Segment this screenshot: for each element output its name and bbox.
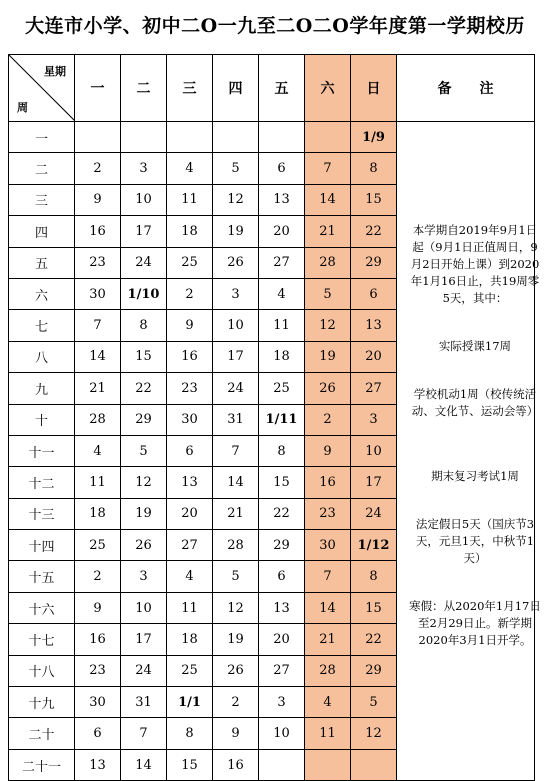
date-cell: 18: [167, 624, 213, 655]
date-cell: 25: [167, 247, 213, 278]
date-cell: 4: [259, 278, 305, 309]
day-header-fri: 五: [259, 55, 305, 122]
date-cell: 15: [351, 184, 397, 215]
date-cell: [259, 749, 305, 780]
date-cell: 22: [259, 498, 305, 529]
date-cell: [75, 122, 121, 153]
date-cell: 7: [121, 718, 167, 749]
date-cell: 10: [351, 435, 397, 466]
date-cell: 14: [305, 592, 351, 623]
date-cell: 17: [213, 341, 259, 372]
date-cell: 25: [259, 373, 305, 404]
week-number-cell: 二十一: [9, 749, 75, 780]
date-cell: 11: [305, 718, 351, 749]
date-cell: 16: [75, 216, 121, 247]
corner-week-label: 周: [17, 101, 28, 114]
week-number-cell: 十六: [9, 592, 75, 623]
date-cell: 26: [305, 373, 351, 404]
date-cell: 13: [167, 467, 213, 498]
week-number-cell: 二十: [9, 718, 75, 749]
date-cell: 23: [75, 247, 121, 278]
date-cell: 8: [351, 153, 397, 184]
date-cell: 14: [213, 467, 259, 498]
date-cell: 3: [259, 687, 305, 718]
date-cell: 20: [167, 498, 213, 529]
page-title: 大连市小学、初中二O一九至二O二O学年度第一学期校历: [25, 15, 525, 37]
date-cell: 9: [305, 435, 351, 466]
date-cell: 24: [351, 498, 397, 529]
day-header-sat: 六: [305, 55, 351, 122]
date-cell: 2: [75, 153, 121, 184]
date-cell: 22: [351, 624, 397, 655]
date-cell: 17: [121, 216, 167, 247]
date-cell: 30: [75, 278, 121, 309]
date-cell: 28: [75, 404, 121, 435]
date-cell: 31: [213, 404, 259, 435]
week-number-cell: 十二: [9, 467, 75, 498]
date-cell: 16: [213, 749, 259, 780]
date-cell: 10: [121, 184, 167, 215]
date-cell: 27: [351, 373, 397, 404]
day-header-sun: 日: [351, 55, 397, 122]
day-header-tue: 二: [121, 55, 167, 122]
date-cell: 6: [167, 435, 213, 466]
notes-cell: [397, 122, 535, 781]
date-cell: 25: [75, 530, 121, 561]
date-cell: 7: [75, 310, 121, 341]
day-header-wed: 三: [167, 55, 213, 122]
date-cell: [351, 749, 397, 780]
date-cell: 4: [305, 687, 351, 718]
week-number-cell: 十九: [9, 687, 75, 718]
week-number-cell: 五: [9, 247, 75, 278]
date-cell: 17: [351, 467, 397, 498]
date-cell: 16: [305, 467, 351, 498]
date-cell: [121, 122, 167, 153]
date-cell: [305, 749, 351, 780]
date-cell: 12: [213, 592, 259, 623]
date-cell: 31: [121, 687, 167, 718]
date-cell: 21: [305, 216, 351, 247]
date-cell: 3: [351, 404, 397, 435]
date-cell: 28: [305, 247, 351, 278]
date-cell: 11: [259, 310, 305, 341]
date-cell: 7: [213, 435, 259, 466]
date-cell: 2: [167, 278, 213, 309]
date-cell: 24: [121, 247, 167, 278]
note-teaching-weeks: 实际授课17周: [438, 339, 512, 353]
date-cell: 13: [351, 310, 397, 341]
date-cell: 14: [305, 184, 351, 215]
week-number-cell: 六: [9, 278, 75, 309]
date-cell: 25: [167, 655, 213, 686]
date-cell: 19: [305, 341, 351, 372]
note-term-span: 本学期自2019年9月1日起（9月1日正值周日，9月2日开始上课）到2020年1月16日止，共19周零5天，其中：: [410, 223, 540, 305]
date-cell: 11: [167, 184, 213, 215]
week-number-cell: 十七: [9, 624, 75, 655]
week-number-cell: 七: [9, 310, 75, 341]
date-cell: 12: [213, 184, 259, 215]
date-cell: 10: [259, 718, 305, 749]
week-number-cell: 九: [9, 373, 75, 404]
week-number-cell: 十一: [9, 435, 75, 466]
date-cell: 7: [305, 153, 351, 184]
date-cell: 28: [305, 655, 351, 686]
week-number-cell: 十八: [9, 655, 75, 686]
date-cell: 7: [305, 561, 351, 592]
date-cell: 26: [213, 247, 259, 278]
date-cell: 9: [167, 310, 213, 341]
date-cell: 24: [213, 373, 259, 404]
week-row: [9, 122, 535, 153]
date-cell: 30: [167, 404, 213, 435]
date-cell: 10: [213, 310, 259, 341]
date-cell: 21: [75, 373, 121, 404]
date-cell: 17: [121, 624, 167, 655]
date-cell: 5: [213, 561, 259, 592]
date-cell: 24: [121, 655, 167, 686]
date-cell: 5: [213, 153, 259, 184]
date-cell: 9: [213, 718, 259, 749]
date-cell: 22: [351, 216, 397, 247]
week-number-cell: 十五: [9, 561, 75, 592]
date-cell: 18: [259, 341, 305, 372]
date-cell: 14: [121, 749, 167, 780]
note-flex-week: 学校机动1周（校传统活动、文化节、运动会等）: [411, 387, 539, 418]
date-cell: 13: [259, 184, 305, 215]
date-cell: 5: [351, 687, 397, 718]
date-cell: 9: [75, 184, 121, 215]
date-cell: 15: [121, 341, 167, 372]
date-cell: 4: [167, 561, 213, 592]
date-cell: 6: [75, 718, 121, 749]
date-cell: 23: [305, 498, 351, 529]
date-cell: 16: [75, 624, 121, 655]
note-exam-week: 期末复习考试1周: [431, 469, 519, 483]
date-cell: 30: [305, 530, 351, 561]
date-cell: 21: [305, 624, 351, 655]
date-cell: 13: [75, 749, 121, 780]
date-cell: 29: [351, 247, 397, 278]
date-cell: 15: [351, 592, 397, 623]
corner-weekday-label: 星期: [44, 65, 66, 78]
date-cell: 21: [213, 498, 259, 529]
date-cell: 14: [75, 341, 121, 372]
date-cell: 9: [75, 592, 121, 623]
date-cell: 3: [213, 278, 259, 309]
date-cell: 8: [259, 435, 305, 466]
date-cell: 12: [351, 718, 397, 749]
date-cell: 28: [213, 530, 259, 561]
date-cell: 27: [259, 655, 305, 686]
date-cell: 12: [121, 467, 167, 498]
date-cell: 11: [167, 592, 213, 623]
date-cell: 5: [305, 278, 351, 309]
date-cell: 1/9: [351, 122, 397, 153]
week-number-cell: 十: [9, 404, 75, 435]
note-winter-break: 寒假：从2020年1月17日至2月29日止。新学期2020年3月1日开学。: [409, 599, 541, 647]
date-cell: 8: [351, 561, 397, 592]
date-cell: 2: [213, 687, 259, 718]
date-cell: 3: [121, 153, 167, 184]
date-cell: 11: [75, 467, 121, 498]
day-header-mon: 一: [75, 55, 121, 122]
date-cell: 20: [259, 624, 305, 655]
date-cell: 19: [213, 216, 259, 247]
date-cell: 1/11: [259, 404, 305, 435]
week-number-cell: 三: [9, 184, 75, 215]
date-cell: 18: [75, 498, 121, 529]
date-cell: [167, 122, 213, 153]
date-cell: 13: [259, 592, 305, 623]
date-cell: 1/1: [167, 687, 213, 718]
date-cell: 29: [121, 404, 167, 435]
date-cell: 10: [121, 592, 167, 623]
date-cell: 30: [75, 687, 121, 718]
date-cell: [213, 122, 259, 153]
date-cell: [259, 122, 305, 153]
date-cell: [305, 122, 351, 153]
date-cell: 8: [167, 718, 213, 749]
date-cell: 19: [121, 498, 167, 529]
calendar-table: [8, 54, 535, 781]
date-cell: 8: [121, 310, 167, 341]
date-cell: 12: [305, 310, 351, 341]
week-number-cell: 四: [9, 216, 75, 247]
week-number-cell: 二: [9, 153, 75, 184]
date-cell: 20: [351, 341, 397, 372]
week-number-cell: 一: [9, 122, 75, 153]
date-cell: 19: [213, 624, 259, 655]
day-header-thu: 四: [213, 55, 259, 122]
date-cell: 27: [259, 247, 305, 278]
date-cell: 18: [167, 216, 213, 247]
date-cell: 15: [259, 467, 305, 498]
date-cell: 3: [121, 561, 167, 592]
date-cell: 15: [167, 749, 213, 780]
date-cell: 22: [121, 373, 167, 404]
date-cell: 26: [213, 655, 259, 686]
date-cell: 23: [75, 655, 121, 686]
header-row: [9, 55, 535, 122]
date-cell: 16: [167, 341, 213, 372]
date-cell: 29: [351, 655, 397, 686]
week-number-cell: 八: [9, 341, 75, 372]
date-cell: 1/12: [351, 530, 397, 561]
date-cell: 27: [167, 530, 213, 561]
date-cell: 23: [167, 373, 213, 404]
date-cell: 29: [259, 530, 305, 561]
note-holidays: 法定假日5天（国庆节3天，元旦1天，中秋节1天）: [415, 517, 535, 565]
date-cell: 4: [75, 435, 121, 466]
date-cell: 5: [121, 435, 167, 466]
date-cell: 1/10: [121, 278, 167, 309]
corner-header-cell: [9, 55, 75, 122]
date-cell: 6: [259, 153, 305, 184]
date-cell: 4: [167, 153, 213, 184]
date-cell: 2: [305, 404, 351, 435]
date-cell: 2: [75, 561, 121, 592]
date-cell: 26: [121, 530, 167, 561]
week-number-cell: 十三: [9, 498, 75, 529]
date-cell: 20: [259, 216, 305, 247]
week-number-cell: 十四: [9, 530, 75, 561]
notes-header: 备 注: [397, 55, 535, 122]
date-cell: 6: [259, 561, 305, 592]
date-cell: 6: [351, 278, 397, 309]
